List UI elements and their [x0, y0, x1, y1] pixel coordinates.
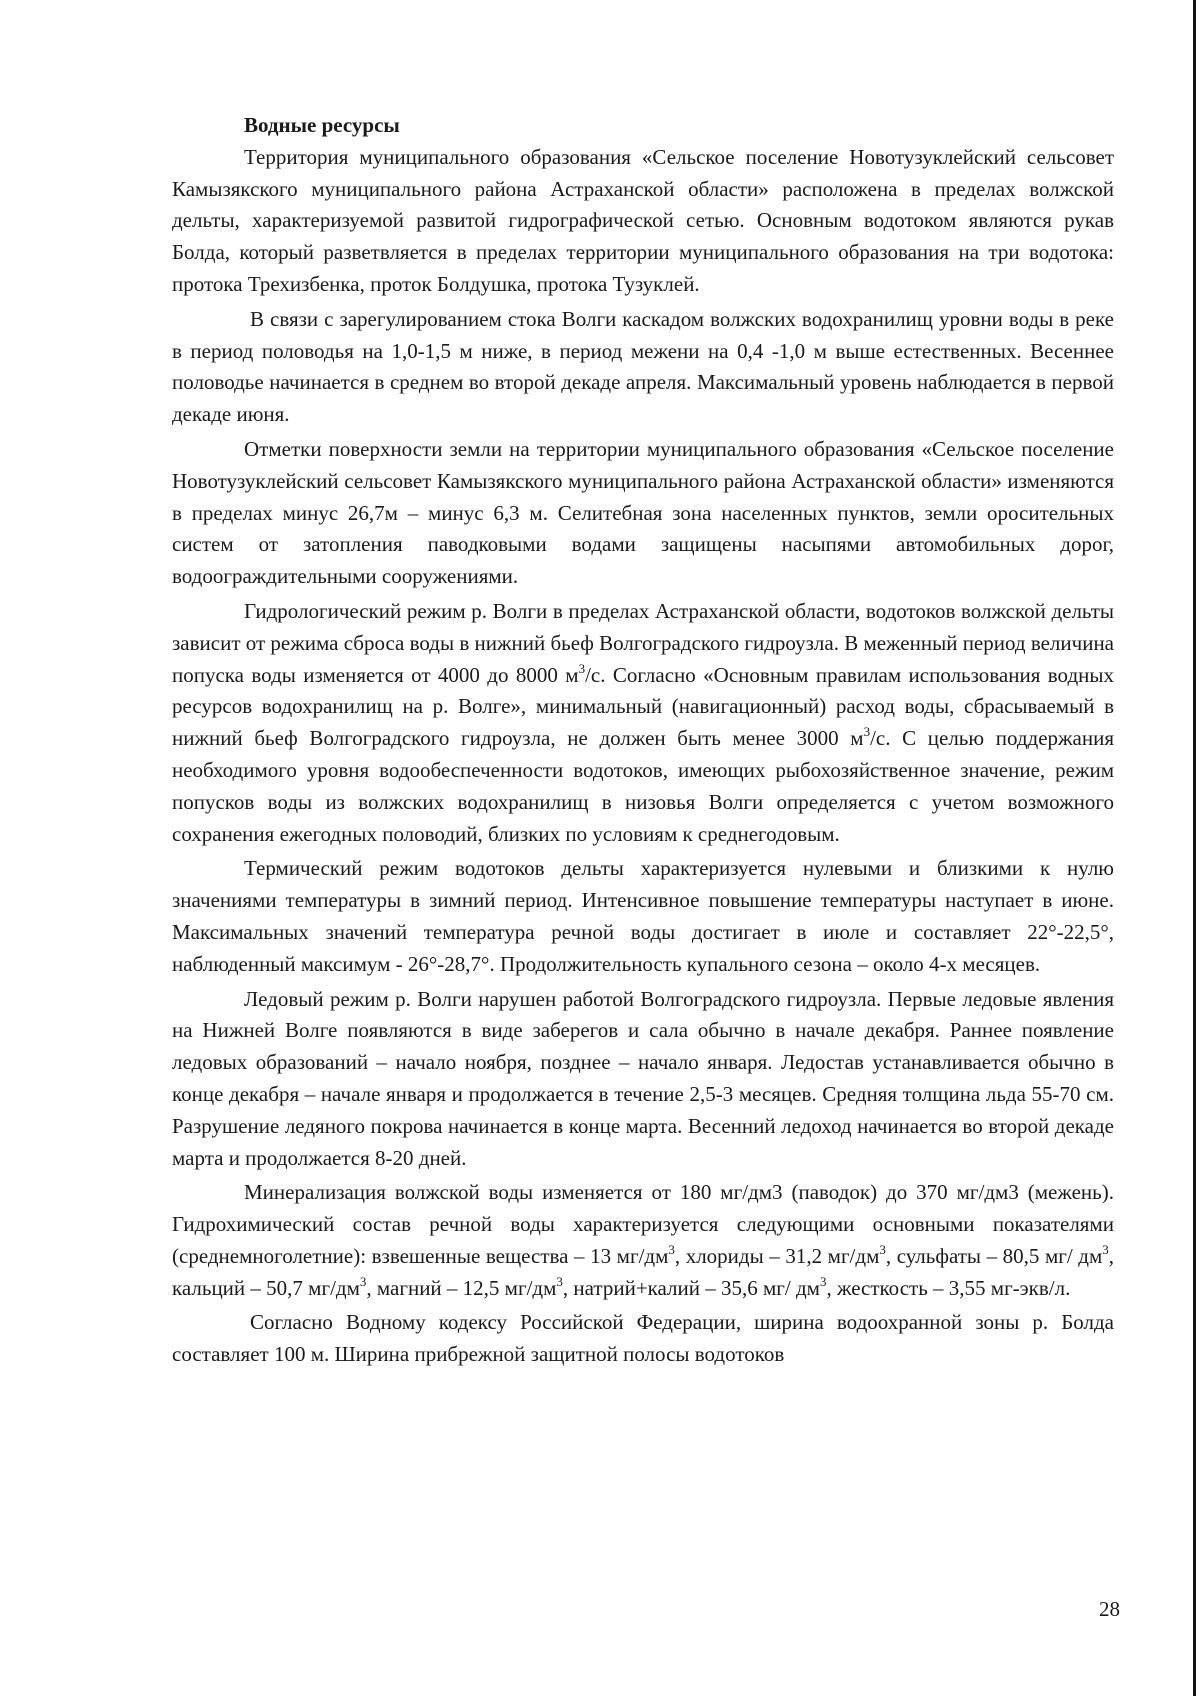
text-run: , магний – 12,5 мг/дм [366, 1275, 557, 1300]
text-run: , натрий+калий – 35,6 мг/ дм [562, 1275, 820, 1300]
text-run: , жесткость – 3,55 мг-экв/л. [826, 1275, 1071, 1300]
document-body [172, 110, 1114, 1371]
text-run: , хлориды – 31,2 мг/дм [674, 1243, 880, 1268]
superscript: 3 [578, 660, 586, 676]
superscript: 3 [819, 1273, 827, 1289]
superscript: 3 [879, 1241, 886, 1257]
text-run: , кальций – 50,7 мг/дм [172, 1243, 1115, 1300]
paragraph-water-levels: В связи с зарегулированием стока Волги каскадом волжских водохранилищ уровни воды в реке в период половодья на 1,0-1,5 м ниже, в период межени на 0,4 -1,0 м выше естественных. Весеннее половодье начинается в среднем во второй декаде апреля. Максимальный уровень наблюдается в первой декаде июня. [172, 306, 1114, 427]
paragraph-ice-regime: Ледовый режим р. Волги нарушен работой Волгоградского гидроузла. Первые ледовые явления на Нижней Волге появляются в виде заберегов и сала обычно в начале декабря. Раннее появление ледовых образований – начало ноября, позднее – начало января. Ледостав устанавливается обычно в конце декабря – начале января и продолжается в течение 2,5-3 месяцев. Средняя толщина льда 55-70 см. Разрушение ледяного покрова начинается в конце марта. Весенний ледоход начинается во второй декаде марта и продолжается 8-20 дней. [172, 986, 1114, 1170]
paragraph-territory: Территория муниципального образования «Сельское поселение Новотузуклейский сельсовет Камызякского муниципального района Астраханской области» расположена в пределах волжской дельты, характеризуемой развитой гидрографической сетью. Основным водотоком являются рукав Болда, который разветвляется в пределах территории муниципального образования на три водотока: протока Трехизбенка, проток Болдушка, протока Тузуклей. [172, 144, 1114, 296]
superscript: 3 [863, 724, 871, 740]
superscript: 3 [668, 1241, 675, 1257]
text-run: /с. С целью поддержания необходимого уровня водообеспеченности водотоков, имеющих рыбохозяйственное значение, режим попусков воды из волжских водохранилищ в низовья Волги определяется с учетом возможного сохранения ежегодных половодий, близких по условиям к среднегодовым. [172, 726, 1114, 846]
text-run: /с. Согласно «Основным правилам использования водных ресурсов водохранилищ на р. Волге», минимальный (навигационный) расход воды, сбрасываемый в нижний бьеф Волгоградского гидроузла, не должен быть менее 3000 м [172, 662, 1114, 751]
page-number: 28 [1099, 1597, 1120, 1621]
text-run: Минерализация волжской воды изменяется от 180 мг/дм3 (паводок) до 370 мг/дм3 (межень). Гидрохимический состав речной воды характеризуется следующими основными показателями (среднемноголетние): взвешенные вещества – 13 мг/дм [172, 1180, 1114, 1268]
superscript: 3 [1102, 1241, 1109, 1257]
paragraph-water-code: Согласно Водному кодексу Российской Федерации, ширина водоохранной зоны р. Болда составляет 100 м. Ширина прибрежной защитной полосы водотоков [172, 1310, 1114, 1367]
text-run: Гидрологический режим р. Волги в пределах Астраханской области, водотоков волжской дельты зависит от режима сброса воды в нижний бьеф Волгоградского гидроузла. В меженный период величина попуска воды изменяется от 4000 до 8000 м [172, 598, 1115, 687]
paragraph-thermal-regime: Термический режим водотоков дельты характеризуется нулевыми и близкими к нулю значениями температуры в зимний период. Интенсивное повышение температуры наступает в июне. Максимальных значений температура речной воды достигает в июле и составляет 22°-22,5°, наблюденный максимум - 26°-28,7°. Продолжительность купального сезона – около 4-х месяцев. [172, 856, 1114, 976]
paragraph-surface-marks: Отметки поверхности земли на территории муниципального образования «Сельское поселение Новотузуклейский сельсовет Камызякского муниципального района Астраханской области» изменяются в пределах минус 26,7м – минус 6,3 м. Селитебная зона населенных пунктов, земли оросительных систем от затопления паводковыми водами защищены насыпями автомобильных дорог, водоограждительными сооружениями. [172, 436, 1114, 589]
superscript: 3 [359, 1273, 367, 1289]
paragraph-mineralization [172, 1177, 1114, 1304]
section-heading: Водные ресурсы [244, 113, 400, 137]
text-run: , сульфаты – 80,5 мг/ дм [885, 1243, 1103, 1268]
paragraph-hydrological-regime [172, 596, 1114, 850]
superscript: 3 [556, 1273, 563, 1289]
